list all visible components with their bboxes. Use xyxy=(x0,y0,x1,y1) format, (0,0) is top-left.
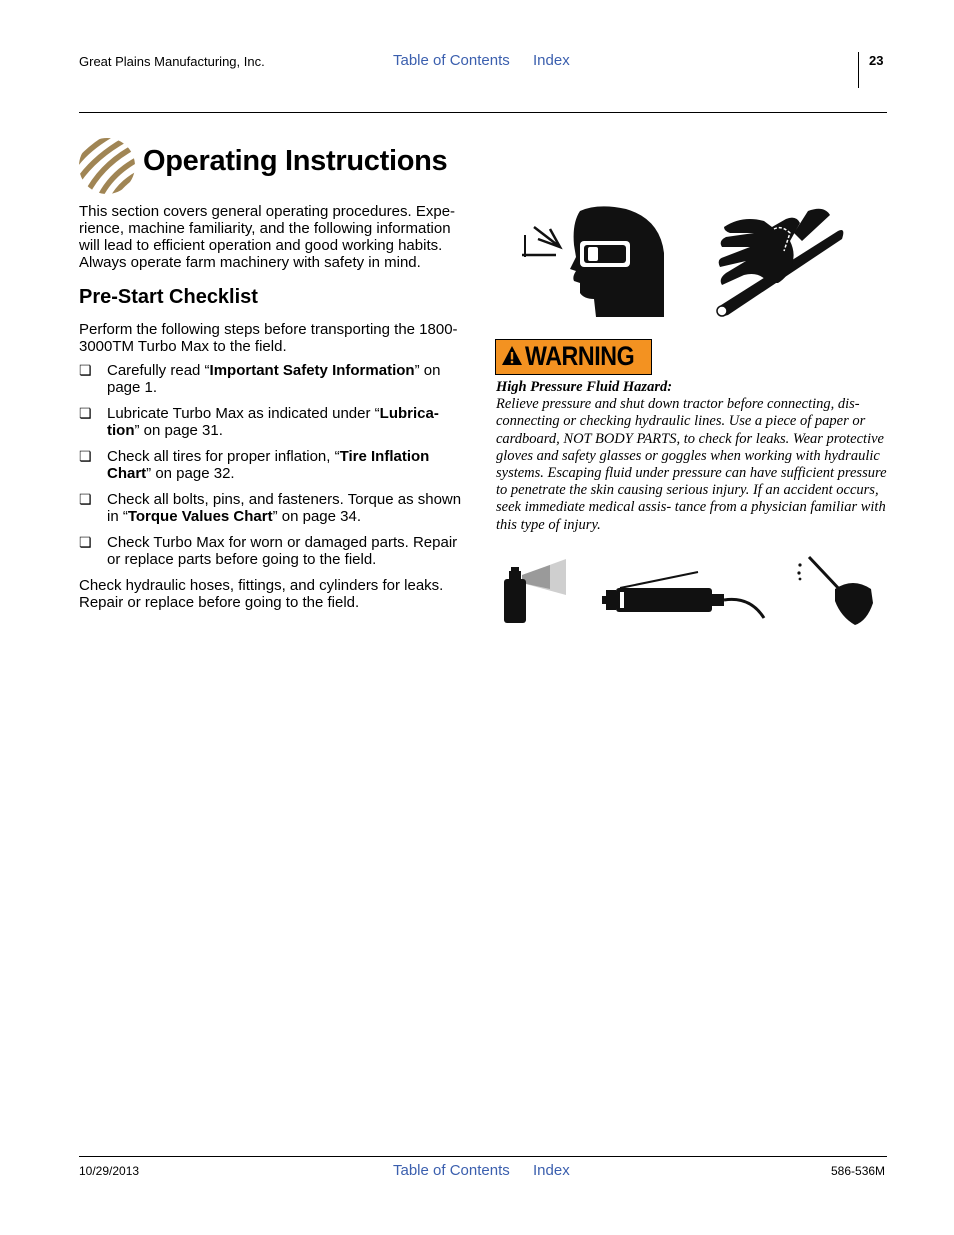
checklist-item xyxy=(79,491,471,525)
hand-leak-icon xyxy=(712,205,852,317)
item-reference: Torque Values Chart xyxy=(127,508,273,525)
page-number: 23 xyxy=(869,53,884,68)
item-text: Check all bolts, pins, and fasteners. Torque as shown in “ xyxy=(107,491,462,525)
item-reference: Tire Inflation Chart xyxy=(107,448,430,482)
checklist-item xyxy=(79,448,471,482)
hazard-notice xyxy=(496,379,888,534)
checklist-item xyxy=(79,362,471,396)
checkbox-icon: ❏ xyxy=(79,448,92,464)
footer-index-link[interactable]: Index xyxy=(533,1162,570,1179)
intro-paragraph: This section covers general operating procedures. Expe- rience, machine familiarity, and the following information will lead to efficient operation and good working habits. Always operate farm machinery with safety in mind. xyxy=(79,203,456,271)
item-text: Carefully read “ xyxy=(107,362,210,379)
checkbox-icon: ❏ xyxy=(79,362,92,378)
grease-gun-icon xyxy=(600,560,770,620)
logo-icon xyxy=(78,137,136,195)
warning-banner xyxy=(495,339,652,375)
checkbox-icon: ❏ xyxy=(79,405,92,421)
checklist xyxy=(79,362,471,577)
oil-can-icon xyxy=(793,555,877,627)
section-heading: Pre-Start Checklist xyxy=(79,286,258,308)
index-link[interactable]: Index xyxy=(533,52,570,69)
page-title: Operating Instructions xyxy=(143,145,448,177)
checkbox-icon: ❏ xyxy=(79,534,92,550)
warning-label: WARNING xyxy=(525,341,635,371)
spray-can-icon xyxy=(500,557,572,623)
footer-table-of-contents-link[interactable]: Table of Contents xyxy=(393,1162,510,1179)
item-text: Lubricate Turbo Max as indicated under “ xyxy=(107,405,380,422)
header-divider xyxy=(858,52,859,88)
item-text: ” on page 32. xyxy=(146,465,235,482)
item-text: Check Turbo Max for worn or damaged parts. Repair or replace parts before going to the field. xyxy=(107,534,458,568)
item-text: ” on page 1. xyxy=(107,362,441,396)
hazard-text: Relieve pressure and shut down tractor before connecting, dis- connecting or checking hydraulic lines. Use a piece of paper or cardboard, NOT BODY PARTS, to check for leaks. Wear protective gloves and safety glasses or goggles when working with hydraulic systems. Escaping fluid under pressure can have sufficient pressure to penetrate the skin causing serious injury. If an accident occurs, seek immediate medical assis- tance from a physician familiar with this type of injury. xyxy=(496,396,887,533)
checklist-lead: Perform the following steps before transporting the 1800-3000TM Turbo Max to the field. xyxy=(79,321,458,355)
checkbox-icon: ❏ xyxy=(79,491,92,507)
table-of-contents-link[interactable]: Table of Contents xyxy=(393,52,510,69)
checklist-item xyxy=(79,534,471,568)
safety-glasses-icon xyxy=(520,205,670,323)
footer-rule xyxy=(79,1156,887,1157)
warning-triangle-icon xyxy=(501,345,523,367)
item-text: ” on page 34. xyxy=(272,508,362,525)
company-name: Great Plains Manufacturing, Inc. xyxy=(79,54,265,69)
hazard-title: High Pressure Fluid Hazard: xyxy=(496,379,673,395)
header-rule xyxy=(79,112,887,113)
item-reference: Lubrica- tion xyxy=(107,405,439,439)
footer-date: 10/29/2013 xyxy=(79,1164,140,1178)
closing-paragraph: Check hydraulic hoses, fittings, and cylinders for leaks. Repair or replace before going to the field. xyxy=(79,577,444,611)
document-number: 586-536M xyxy=(831,1164,886,1178)
item-reference: Important Safety Information xyxy=(209,362,415,379)
item-text: Check all tires for proper inflation, “ xyxy=(107,448,340,465)
checklist-item xyxy=(79,405,471,439)
item-text: ” on page 31. xyxy=(134,422,223,439)
